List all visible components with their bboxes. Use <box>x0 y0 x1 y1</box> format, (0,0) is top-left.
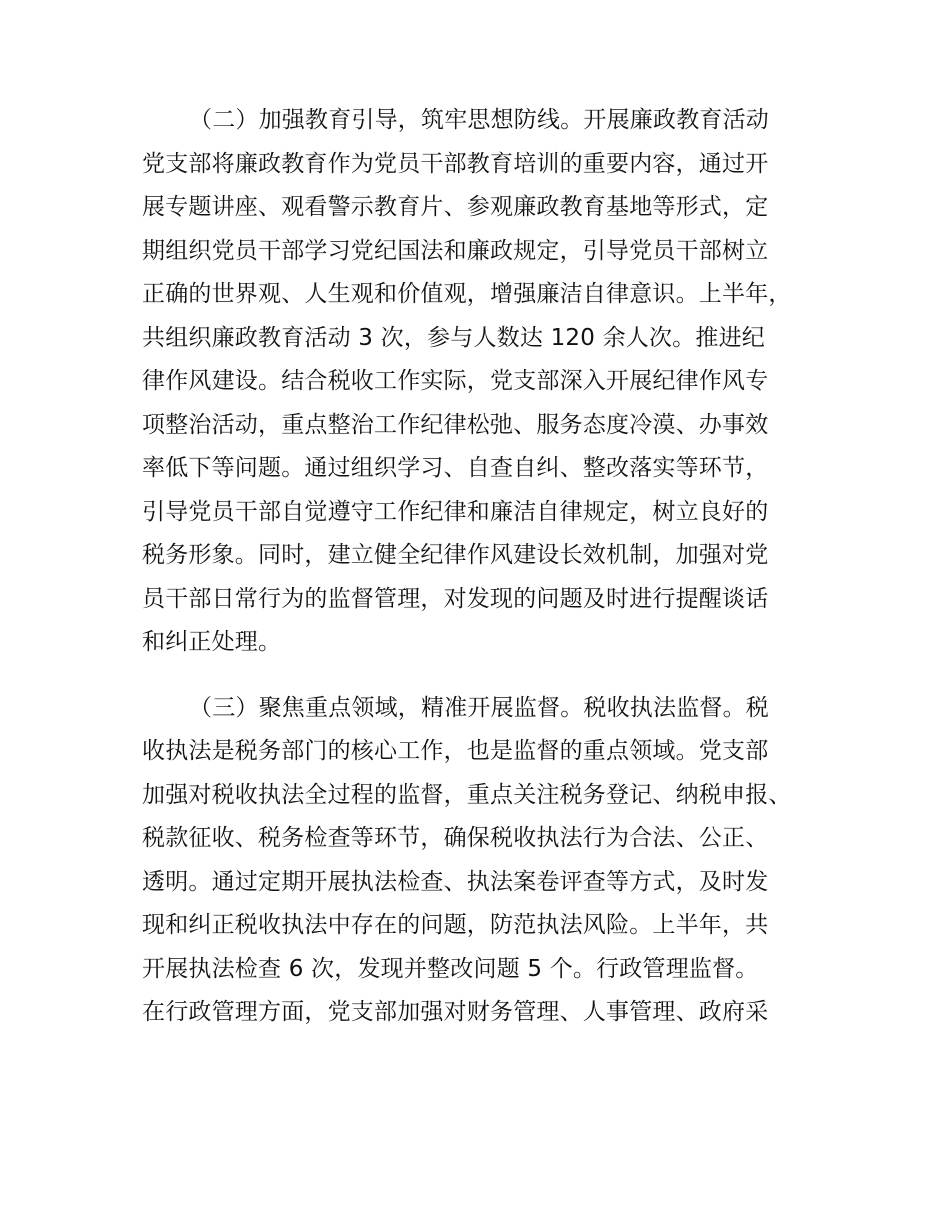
text-line: 展专题讲座、观看警示教育片、参观廉政教育基地等形式，定 <box>142 194 769 220</box>
text-line: 在行政管理方面，党支部加强对财务管理、人事管理、政府采 <box>142 999 769 1025</box>
text-line: 引导党员干部自觉遵守工作纪律和廉洁自律规定，树立良好的 <box>142 498 769 525</box>
text-line: 正确的世界观、人生观和价值观，增强廉洁自律意识。上半年， <box>142 281 792 307</box>
paragraph-key-areas-supervision <box>142 687 832 1035</box>
text-line: 共组织廉政教育活动 3 次，参与人数达 120 余人次。推进纪 <box>142 324 765 351</box>
text-line: 期组织党员干部学习党纪国法和廉政规定，引导党员干部树立 <box>142 237 769 264</box>
text-line: 党支部将廉政教育作为党员干部教育培训的重要内容，通过开 <box>142 150 769 177</box>
text-line: 加强对税收执法全过程的监督，重点关注税务登记、纳税申报、 <box>142 781 792 808</box>
text-line: 律作风建设。结合税收工作实际，党支部深入开展纪律作风专 <box>142 368 769 394</box>
text-line: （二）加强教育引导，筑牢思想防线。开展廉政教育活动 <box>189 107 769 133</box>
document-page <box>142 99 832 1035</box>
text-line: 开展执法检查 6 次，发现并整改问题 5 个。行政管理监督。 <box>142 955 759 982</box>
text-line: 税务形象。同时，建立健全纪律作风建设长效机制，加强对党 <box>142 542 769 568</box>
paragraph-education-guidance <box>142 99 832 665</box>
text-line: 透明。通过定期开展执法检查、执法案卷评查等方式，及时发 <box>142 868 769 895</box>
text-line: 率低下等问题。通过组织学习、自查自纠、整改落实等环节， <box>142 455 769 481</box>
text-line: 税款征收、税务检查等环节，确保税收执法行为合法、公正、 <box>142 825 769 851</box>
text-line: 项整治活动，重点整治工作纪律松弛、服务态度冷漠、办事效 <box>142 411 769 438</box>
text-line: 现和纠正税收执法中存在的问题，防范执法风险。上半年，共 <box>142 912 769 938</box>
text-line: （三）聚焦重点领域，精准开展监督。税收执法监督。税 <box>189 694 769 721</box>
text-line: 收执法是税务部门的核心工作，也是监督的重点领域。党支部 <box>142 738 769 764</box>
text-line: 和纠正处理。 <box>142 629 282 655</box>
text-line: 员干部日常行为的监督管理，对发现的问题及时进行提醒谈话 <box>142 585 769 612</box>
